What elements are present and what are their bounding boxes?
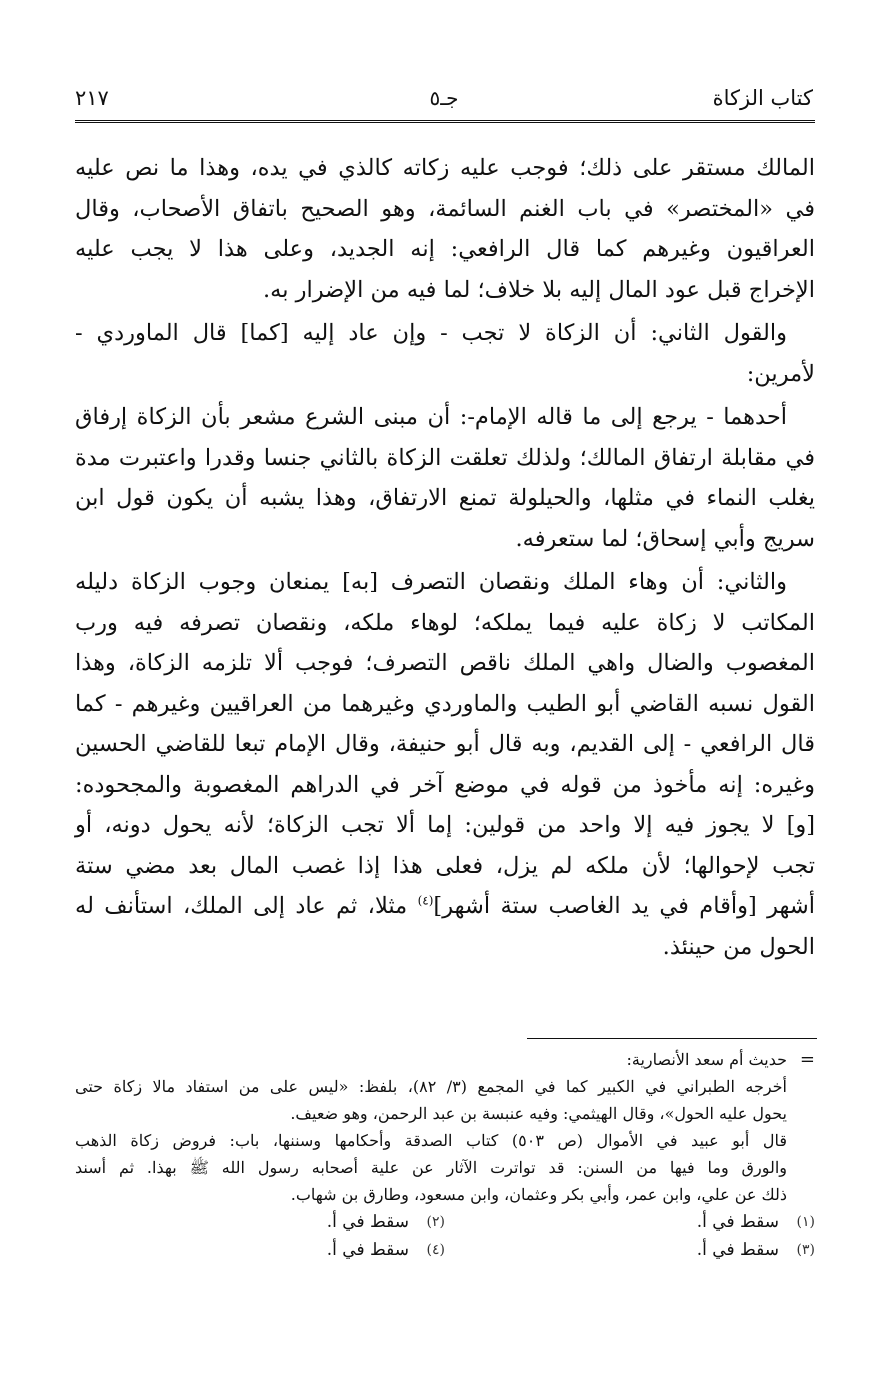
paragraph-4 — [75, 562, 815, 967]
text-line: الحول من حينئذ. — [662, 933, 815, 960]
text-line: القول نسبه القاضي أبو الطيب والماوردي وغيرهما من العراقيين وغيرهم - كما — [75, 690, 815, 717]
footnote-number: (٤) — [426, 1242, 445, 1258]
footnote-number: (٢) — [426, 1214, 445, 1230]
footnotes — [75, 1046, 815, 1264]
text-line: المغصوب والضال واهي الملك ناقص التصرف؛ فوجب ألا تلزمه الزكاة، وهذا — [75, 650, 815, 676]
footnote-separator — [527, 1038, 817, 1039]
text-line: قال الرافعي - إلى القديم، وبه قال أبو حنيفة، وقال الإمام تبعا للقاضي الحسين — [75, 731, 815, 757]
footnote-2 — [75, 1208, 445, 1236]
footnote-list — [75, 1208, 815, 1264]
text-line: سريج وأبي إسحاق؛ لما ستعرفه. — [515, 525, 815, 552]
footnote-line: أخرجه الطبراني في الكبير كما في المجمع (٣/ ٨٢)، بلفظ: «ليس على من استفاد مالا زكاة حتى — [75, 1077, 787, 1096]
footnote-text: سقط في أ. — [326, 1240, 409, 1260]
footnote-line: ذلك عن علي، وابن عمر، وأبي بكر وعثمان، وابن مسعود، وطارق بن شهاب. — [290, 1185, 787, 1204]
footnote-line: قال أبو عبيد في الأموال (ص ٥٠٣) كتاب الصدقة وأحكامها وسننها، باب: فروض زكاة الذهب — [75, 1131, 787, 1150]
text-line: الإخراج قبل عود المال إليه بلا خلاف؛ لما فيه من الإضرار به. — [263, 276, 815, 303]
text-line: في «المختصر» في باب الغنم السائمة، وهو الصحيح باتفاق الأصحاب، وقال — [75, 195, 815, 222]
text-line: المكاتب لا زكاة عليه فيما يملكه؛ لوهاء ملكه، ونقصان تصرفه فيه ورب — [75, 609, 815, 636]
paragraph-1 — [75, 148, 815, 310]
footnote-text: سقط في أ. — [326, 1212, 409, 1232]
text-line: تجب لإحوالها؛ لأن ملكه لم يزل، فعلى هذا إذا غصب المال بعد مضي ستة — [75, 852, 815, 879]
text-fragment: مثلا، ثم عاد إلى الملك، استأنف له — [75, 893, 418, 919]
footnote-1 — [445, 1208, 815, 1236]
header-rule — [75, 120, 815, 123]
footnote-line: يحول عليه الحول»، وقال الهيثمي: وفيه عنبسة بن عبد الرحمن، وهو ضعيف. — [290, 1104, 787, 1123]
paragraph-3 — [75, 397, 815, 559]
footnote-text: سقط في أ. — [696, 1212, 779, 1232]
continuation-marker: = — [799, 1049, 815, 1070]
volume-label: جـ٥ — [429, 86, 459, 110]
footnote-number: (١) — [796, 1214, 815, 1230]
text-line: وغيره: إنه مأخوذ من قوله في موضع آخر في الدراهم المغصوبة والمجحوده: — [75, 771, 815, 798]
page-number: ٢١٧ — [75, 86, 109, 110]
text-line: [و] لا يجوز فيه إلا واحد من قولين: إما ألا تجب الزكاة؛ لأنه يحول دونه، أو — [75, 812, 815, 838]
text-line: يغلب النماء في مثلها، والحيلولة تمنع الارتفاق، وهذا يشبه أن يكون قول ابن — [75, 485, 815, 511]
main-text — [75, 148, 815, 970]
footnote-3 — [445, 1236, 815, 1264]
footnote-continuation — [75, 1046, 815, 1208]
footnote-line: حديث أم سعد الأنصارية: — [626, 1050, 787, 1069]
footnote-number: (٣) — [796, 1242, 815, 1258]
page-header — [75, 80, 813, 116]
text-line — [75, 886, 815, 927]
continuation-text — [75, 1046, 787, 1208]
text-line: والقول الثاني: أن الزكاة لا تجب - وإن عاد إليه [كما] قال الماوردي - — [75, 320, 787, 346]
text-line: المالك مستقر على ذلك؛ فوجب عليه زكاته كالذي في يده، وهذا ما نص عليه — [75, 155, 815, 181]
footnote-text: سقط في أ. — [696, 1240, 779, 1260]
text-line: والثاني: أن وهاء الملك ونقصان التصرف [به] يمنعان وجوب الزكاة دليله — [75, 569, 787, 595]
paragraph-2 — [75, 313, 815, 394]
text-line: في مقابلة ارتفاق المالك؛ ولذلك تعلقت الزكاة بالثاني جنسا وقدرا واعتبرت مدة — [75, 444, 815, 471]
text-line: لأمرين: — [746, 360, 815, 387]
text-line: العراقيون وغيرهم كما قال الرافعي: إنه الجديد، وعلى هذا لا يجب عليه — [75, 236, 815, 262]
text-fragment: أشهر [وأقام في يد الغاصب ستة أشهر] — [433, 893, 815, 919]
footnote-line: والورق وما فيها من السنن: قد تواترت الآثار عن علية أصحابه رسول الله ﷺ بهذا. ثم أسند — [75, 1158, 787, 1177]
footnote-4 — [75, 1236, 445, 1264]
book-title: كتاب الزكاة — [712, 86, 813, 110]
footnote-reference[interactable]: (٤) — [417, 893, 434, 908]
text-line: أحدهما - يرجع إلى ما قاله الإمام-: أن مبنى الشرع مشعر بأن الزكاة إرفاق — [75, 404, 787, 430]
